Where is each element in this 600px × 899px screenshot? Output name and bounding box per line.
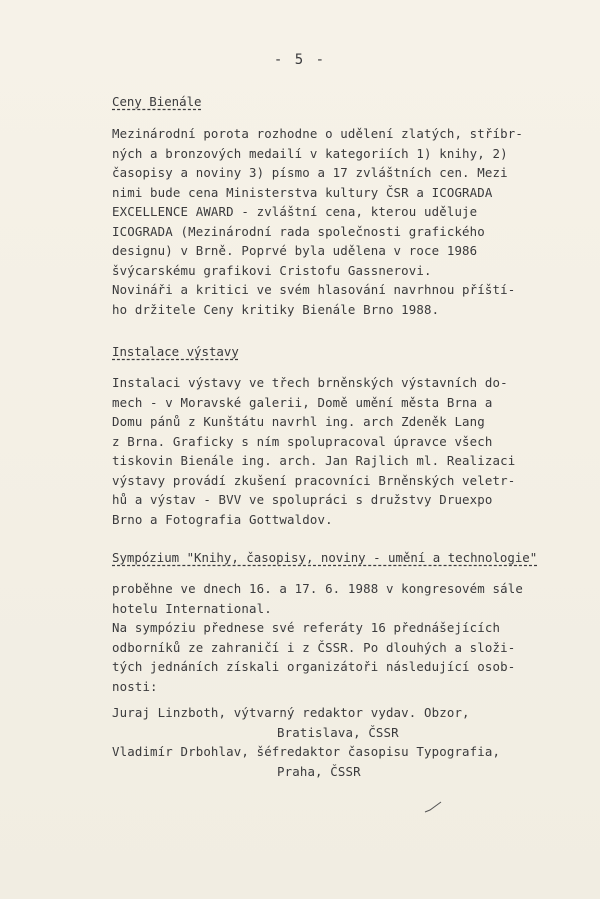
text-line: Novináři a kritici ve svém hlasování navrhnou příští- [112, 282, 516, 297]
section-instalace [112, 342, 552, 362]
text-line: EXCELLENCE AWARD - zvláštní cena, kterou uděluje [112, 204, 478, 219]
section-ceny-bienale-body [112, 124, 552, 319]
section-heading: Sympózium "Knihy, časopisy, noviny - umění a technologie" [112, 550, 538, 565]
text-line: z Brna. Graficky s ním spolupracoval úpravce všech [112, 433, 493, 449]
speaker-name: Juraj Linzboth, výtvarný redaktor vydav. Obzor, [112, 705, 470, 720]
text-line: ných a bronzových medailí v kategoriích 1) knihy, 2) [112, 145, 508, 161]
pencil-tick-mark-icon [424, 800, 442, 814]
section-sympozium-body [112, 579, 552, 696]
text-line: švýcarskému grafikovi Cristofu Gassnerovi. [112, 262, 432, 278]
text-line: hů a výstav - BVV ve spolupráci s družstvy Druexpo [112, 492, 493, 507]
text-line: tiskovin Bienále ing. arch. Jan Rajlich ml. Realizaci [112, 453, 516, 468]
section-sympozium [112, 548, 552, 568]
page-number: - 5 - [273, 52, 327, 68]
text-line: Instalaci výstavy ve třech brněnských výstavních do- [112, 375, 508, 390]
text-line: nosti: [112, 678, 158, 694]
text-line: ICOGRADA (Mezinárodní rada společnosti grafického [112, 223, 485, 239]
text-line: tých jednáních získali organizátoři následující osob- [112, 659, 516, 674]
text-line: odborníků ze zahraničí i z ČSSR. Po dlouhých a složi- [112, 639, 516, 655]
section-instalace-body [112, 373, 552, 529]
section-heading: Instalace výstavy [112, 344, 239, 359]
text-line: ho držitele Ceny kritiky Bienále Brno 1988. [112, 301, 440, 317]
text-line: mech - v Moravské galerii, Domě umění města Brna a [112, 394, 493, 410]
speaker-place: Praha, ČSSR [277, 763, 361, 779]
text-line: designu) v Brně. Poprvé byla udělena v roce 1986 [112, 243, 478, 258]
text-line: výstavy provádí zkušení pracovníci Brněnských veletr- [112, 472, 516, 488]
speaker-place: Bratislava, ČSSR [277, 724, 399, 740]
text-line: Domu pánů z Kunštátu navrhl ing. arch Zdeněk Lang [112, 414, 485, 429]
text-line: Brno a Fotografia Gottwaldov. [112, 511, 333, 527]
section-ceny-bienale [112, 92, 552, 112]
text-line: hotelu International. [112, 600, 272, 616]
text-line: proběhne ve dnech 16. a 17. 6. 1988 v kongresovém sále [112, 581, 523, 596]
text-line: nimi bude cena Ministerstva kultury ČSR a ICOGRADA [112, 184, 493, 200]
speaker-list [112, 703, 552, 781]
text-line: časopisy a noviny 3) písmo a 17 zvláštních cen. Mezi [112, 165, 508, 180]
text-line: Na sympóziu přednese své referáty 16 přednášejících [112, 620, 501, 635]
speaker-name: Vladimír Drbohlav, šéfredaktor časopisu Typografia, [112, 744, 501, 759]
section-heading: Ceny Bienále [112, 94, 202, 109]
text-line: Mezinárodní porota rozhodne o udělení zlatých, stříbr- [112, 126, 523, 141]
